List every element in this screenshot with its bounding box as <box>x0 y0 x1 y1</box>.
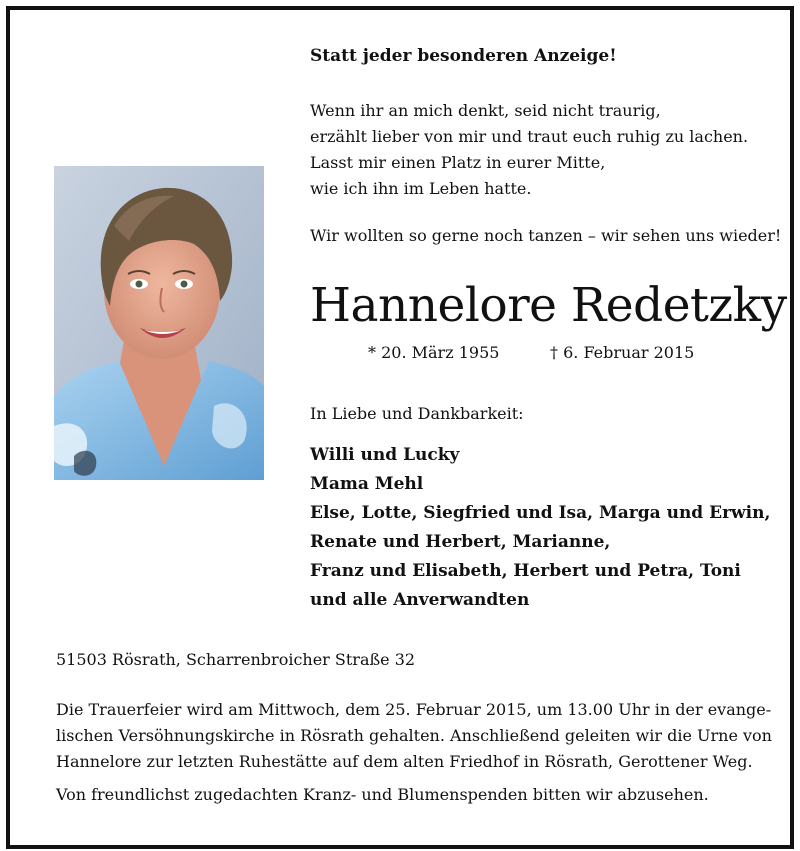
portrait-illustration <box>54 166 264 480</box>
ceremony-line: Hannelore zur letzten Ruhestätte auf dem alten Friedhof in Rösrath, Gerottener Weg. <box>56 752 753 771</box>
poem-line: Lasst mir einen Platz in eurer Mitte, <box>310 153 606 172</box>
mourner-line: Else, Lotte, Siegfried und Isa, Marga und Erwin, <box>310 503 771 523</box>
mourner-line: und alle Anverwandten <box>310 590 530 610</box>
poem <box>310 98 748 202</box>
portrait-photo <box>54 166 264 480</box>
mourner-line: Mama Mehl <box>310 474 424 494</box>
ceremony-line: lischen Versöhnungskirche in Rösrath gehalten. Anschließend geleiten wir die Urne von <box>56 726 772 745</box>
mourner-line: Willi und Lucky <box>310 445 460 465</box>
poem-line: erzählt lieber von mir und traut euch ruhig zu lachen. <box>310 127 749 146</box>
address: 51503 Rösrath, Scharrenbroicher Straße 32 <box>56 650 416 669</box>
flowers-note: Von freundlichst zugedachten Kranz- und Blumenspenden bitten wir abzusehen. <box>56 785 709 804</box>
deceased-name: Hannelore Redetzky <box>310 278 787 333</box>
mourners-list <box>310 441 770 615</box>
motto: Wir wollten so gerne noch tanzen – wir sehen uns wieder! <box>310 226 782 245</box>
death-date: † 6. Februar 2015 <box>550 343 695 362</box>
pupil-left <box>136 281 143 288</box>
poem-line: wie ich ihn im Leben hatte. <box>310 179 532 198</box>
pupil-right <box>181 281 188 288</box>
thanks-line: In Liebe und Dankbarkeit: <box>310 404 524 423</box>
poem-line: Wenn ihr an mich denkt, seid nicht traurig, <box>310 101 661 120</box>
mourner-line: Renate und Herbert, Marianne, <box>310 532 611 552</box>
blouse-pattern <box>74 451 96 476</box>
ceremony-line: Die Trauerfeier wird am Mittwoch, dem 25. Februar 2015, um 13.00 Uhr in der evange- <box>56 700 772 719</box>
birth-date: * 20. März 1955 <box>368 343 500 362</box>
mourner-line: Franz und Elisabeth, Herbert und Petra, Toni <box>310 561 741 581</box>
notice-heading: Statt jeder besonderen Anzeige! <box>310 46 617 66</box>
ceremony-text <box>56 697 772 775</box>
